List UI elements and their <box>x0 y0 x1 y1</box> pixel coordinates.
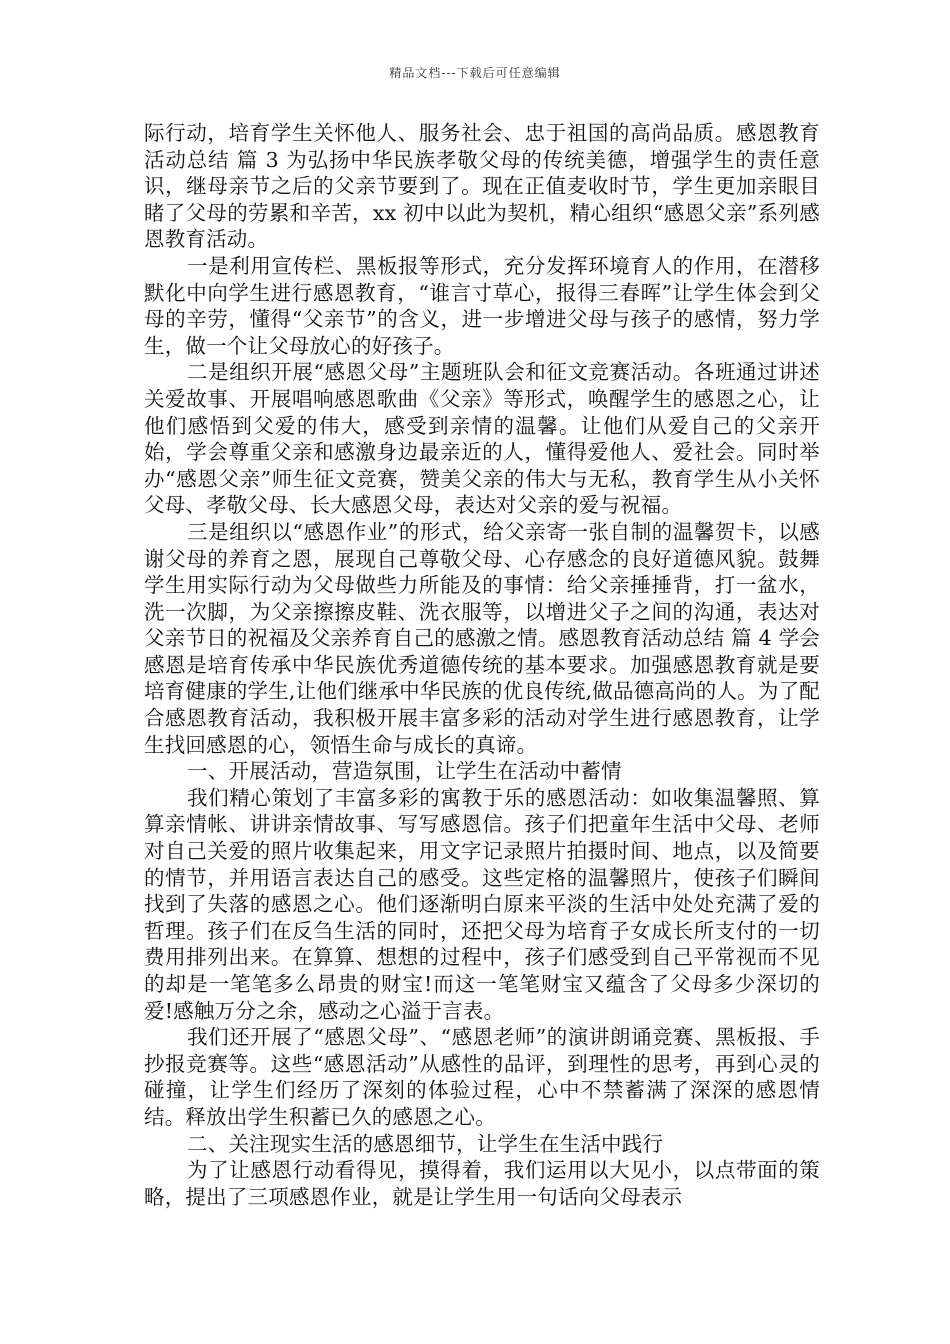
paragraph: 际行动，培育学生关怀他人、服务社会、忠于祖国的高尚品质。感恩教育活动总结 篇 3 为弘扬中华民族孝敬父母的传统美德，增强学生的责任意识，继母亲节之后的父亲节要到了。现在正值麦收时节，学生更加亲眼目睹了父母的劳累和辛苦，xx 初中以此为契机，精心组织“感恩父亲”系列感恩教育活动。 <box>144 121 820 252</box>
section-heading: 二、关注现实生活的感恩细节，让学生在生活中践行 <box>187 1131 664 1156</box>
paragraph: 我们精心策划了丰富多彩的寓教于乐的感恩活动：如收集温馨照、算算亲情帐、讲讲亲情故事、写写感恩信。孩子们把童年生活中父母、老师对自己关爱的照片收集起来，用文字记录照片拍摄时间、地点，以及简要的情节，并用语言表达自己的感受。这些定格的温馨照片，使孩子们瞬间找到了失落的感恩之心。他们逐渐明白原来平淡的生活中处处充满了爱的哲理。孩子们在反刍生活的同时，还把父母为培育子女成长所支付的一切费用排列出来。在算算、想想的过程中，孩子们感受到自己平常视而不见的却是一笔笔多么昂贵的财宝!而这一笔笔财宝又蕴含了父母多少深切的爱!感触万分之余，感动之心溢于言表。 <box>144 785 820 1023</box>
section-heading: 一、开展活动，营造氛围，让学生在活动中蓄情 <box>187 759 622 784</box>
paragraph: 三是组织以“感恩作业”的形式，给父亲寄一张自制的温馨贺卡，以感谢父母的养育之恩，展现自己尊敬父母、心存感念的良好道德风貌。鼓舞学生用实际行动为父母做些力所能及的事情：给父亲捶捶背，打一盆水，洗一次脚，为父亲擦擦皮鞋、洗衣服等，以增进父子之间的沟通，表达对父亲节日的祝福及父亲养育自己的感激之情。感恩教育活动总结 篇 4 学会感恩是培育传承中华民族优秀道德传统的基本要求。加强感恩教育就是要培育健康的学生,让他们继承中华民族的优良传统,做品德高尚的人。为了配合感恩教育活动，我积极开展丰富多彩的活动对学生进行感恩教育，让学生找回感恩的心，领悟生命与成长的真谛。 <box>144 519 820 757</box>
paragraph: 一是利用宣传栏、黑板报等形式，充分发挥环境育人的作用，在潜移默化中向学生进行感恩教育，“谁言寸草心，报得三春晖”让学生体会到父母的辛劳，懂得“父亲节”的含义，进一步增进父母与孩子的感情，努力学生，做一个让父母放心的好孩子。 <box>144 253 820 358</box>
paragraph: 二是组织开展“感恩父母”主题班队会和征文竞赛活动。各班通过讲述关爱故事、开展唱响感恩歌曲《父亲》等形式，唤醒学生的感恩之心，让他们感悟到父爱的伟大，感受到亲情的温馨。让他们从爱自己的父亲开始，学会尊重父亲和感激身边最亲近的人，懂得爱他人、爱社会。同时举办“感恩父亲”师生征文竞赛，赞美父亲的伟大与无私，教育学生从小关怀父母、孝敬父母、长大感恩父母，表达对父亲的爱与祝福。 <box>144 360 820 518</box>
document-body <box>144 120 820 1210</box>
paragraph: 我们还开展了“感恩父母”、“感恩老师”的演讲朗诵竞赛、黑板报、手抄报竞赛等。这些“感恩活动”从感性的品评，到理性的思考，再到心灵的碰撞，让学生们经历了深刻的体验过程，心中不禁蓄满了深深的感恩情结。释放出学生积蓄已久的感恩之心。 <box>144 1025 820 1129</box>
page-header: 精品文档---下载后可任意编辑 <box>389 66 561 80</box>
paragraph: 为了让感恩行动看得见，摸得着，我们运用以大见小，以点带面的策略，提出了三项感恩作业，就是让学生用一句话向父母表示 <box>144 1158 820 1209</box>
